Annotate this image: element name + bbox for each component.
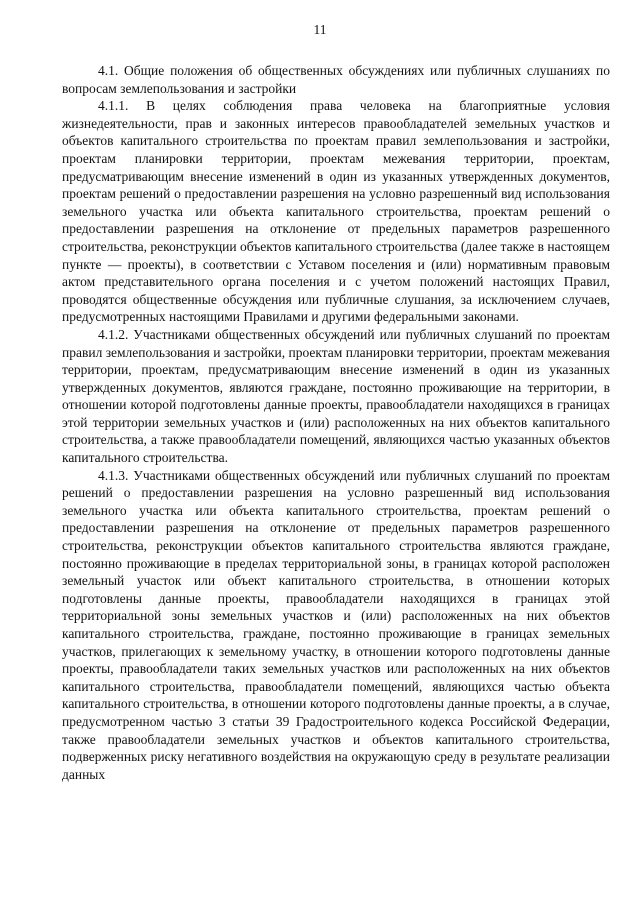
paragraph-4-1-3: 4.1.3. Участниками общественных обсуждений или публичных слушаний по проектам решений о предоставлении разрешения на условно разрешенный вид использования земельного участка или объекта капитального строительства, проектам решений о предоставлении разрешения на отклонение от предельных параметров разрешенного строительства, реконструкции объектов капитального строительства являются граждане, постоянно проживающие в пределах территориальной зоны, в границах которой расположен земельный участок или объект капитального строительства, в отношении которых подготовлены данные проекты, правообладатели находящихся в границах этой территориальной зоны земельных участков и (или) расположенных на них объектов капитального строительства, граждане, постоянно проживающие в границах земельных участков, прилегающих к земельному участку, в отношении которого подготовлены данные проекты, правообладатели таких земельных участков или расположенных на них объектов капитального строительства, правообладатели помещений, являющихся частью объекта капитального строительства, в отношении которого подготовлены данные проекты, а в случае, предусмотренном частью 3 статьи 39 Градостроительного кодекса Российской Федерации, также правообладатели земельных участков и объектов капитального строительства, подверженных риску негативного воздействия на окружающую среду в результате реализации данных (62, 467, 610, 782)
paragraph-4-1-1: 4.1.1. В целях соблюдения права человека на благоприятные условия жизнедеятельности, прав и законных интересов правообладателей земельных участков и объектов капитального строительства по проектам правил землепользования и застройки, проектам планировки территории, проектам межевания территории, проектам, предусматривающим внесение изменений в один из указанных утвержденных документов, проектам решений о предоставлении разрешения на условно разрешенный вид использования земельного участка или объекта капитального строительства, проектам решений о предоставлении разрешения на отклонение от предельных параметров разрешенного строительства, реконструкции объектов капитального строительства (далее также в настоящем пункте — проекты), в соответствии с Уставом поселения и (или) нормативным правовым актом представительного органа поселения и с учетом положений настоящих Правил, проводятся общественные обсуждения или публичные слушания, за исключением случаев, предусмотренных настоящими Правилами и другими федеральными законами. (62, 98, 610, 325)
paragraph-4-1-2: 4.1.2. Участниками общественных обсуждений или публичных слушаний по проектам правил землепользования и застройки, проектам планировки территории, проектам межевания территории, проектам, предусматривающим внесение изменений в один из указанных утвержденных документов, являются граждане, постоянно проживающие на территории, в отношении которой подготовлены данные проекты, правообладатели находящихся в границах этой территории земельных участков и (или) расположенных на них объектов капитального строительства, а также правообладатели помещений, являющихся частью указанных объектов капитального строительства. (62, 326, 610, 466)
page-number: 11 (313, 22, 327, 37)
section-heading-4-1: 4.1. Общие положения об общественных обсуждениях или публичных слушаниях по вопросам землепользования и застройки (62, 63, 610, 96)
document-body (62, 62, 610, 783)
